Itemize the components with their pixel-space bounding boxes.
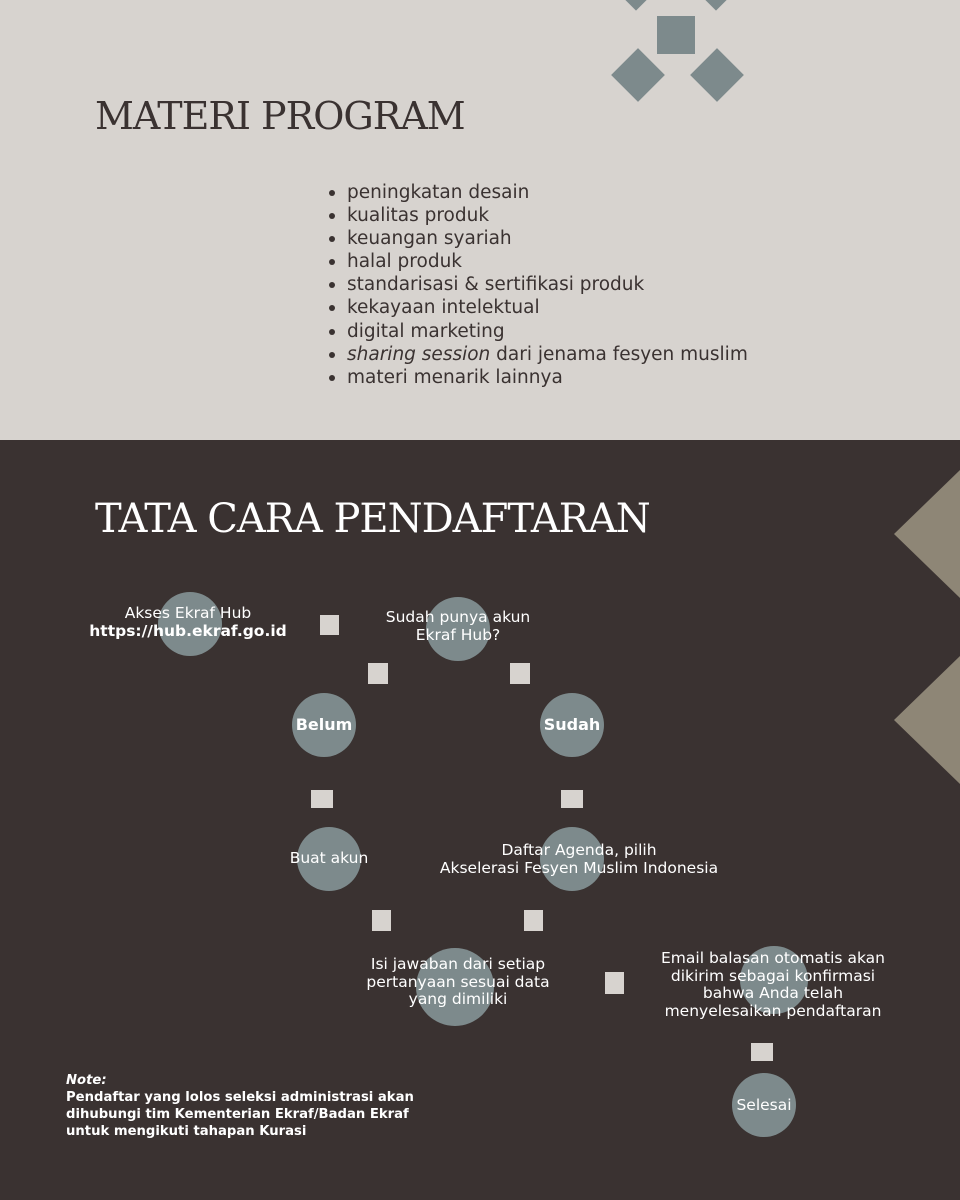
note-title: Note: xyxy=(66,1073,107,1088)
arrow-down-left-icon xyxy=(372,910,391,931)
hub-url: https://hub.ekraf.go.id xyxy=(89,621,287,640)
list-item xyxy=(328,296,748,319)
list-item xyxy=(328,181,748,204)
diamond-decoration xyxy=(690,48,744,102)
note-line: untuk mengikuti tahapan Kurasi xyxy=(66,1124,307,1139)
flow-label-sudah: Sudah xyxy=(543,715,601,734)
arrow-right-icon xyxy=(605,972,624,994)
list-item-text: keuangan syariah xyxy=(347,228,512,250)
list-item xyxy=(328,227,748,250)
list-item xyxy=(328,343,748,366)
list-item-text: peningkatan desain xyxy=(347,182,530,203)
flow-label-punya-akun: Sudah punya akun Ekraf Hub? xyxy=(385,608,531,644)
arrow-right-icon xyxy=(320,615,339,635)
note-line: dihubungi tim Kementerian Ekraf/Badan Ekraf xyxy=(66,1107,409,1122)
list-item-text: materi menarik lainnya xyxy=(347,366,563,388)
flow-label-buat-akun: Buat akun xyxy=(289,849,369,867)
arrow-down-right-icon xyxy=(510,663,530,684)
list-item-emphasis: sharing session xyxy=(347,343,491,365)
list-item xyxy=(328,366,748,389)
list-item xyxy=(328,320,748,343)
flow-label-akses: Akses Ekraf Hub https://hub.ekraf.go.id xyxy=(84,605,292,640)
pendaftaran-title: TATA CARA PENDAFTARAN xyxy=(95,496,650,542)
materi-section xyxy=(0,0,960,440)
list-item xyxy=(328,250,748,273)
flow-label-daftar-agenda: Daftar Agenda, pilih Akselerasi Fesyen Muslim Indonesia xyxy=(439,841,719,877)
chevron-decoration xyxy=(894,470,960,598)
arrow-down-icon xyxy=(311,790,333,808)
diamond-decoration xyxy=(611,48,665,102)
materi-list xyxy=(328,181,748,389)
diamond-decoration xyxy=(693,0,738,11)
pendaftaran-section xyxy=(0,440,960,1200)
list-item-text: kekayaan intelektual xyxy=(347,297,540,319)
list-item-text: dari jenama fesyen muslim xyxy=(490,343,748,365)
square-decoration xyxy=(657,16,695,54)
arrow-down-left-icon xyxy=(524,910,543,931)
note-line: Pendaftar yang lolos seleksi administrasi akan xyxy=(66,1090,414,1105)
flow-label-isi-jawaban: Isi jawaban dari setiap pertanyaan sesuai data yang dimiliki xyxy=(366,955,550,1008)
list-item-text: kualitas produk xyxy=(347,205,490,227)
note-block xyxy=(66,1072,414,1140)
materi-title: MATERI PROGRAM xyxy=(95,94,465,138)
flow-label-belum: Belum xyxy=(295,715,353,734)
diamond-decoration xyxy=(613,0,658,11)
list-item-text: digital marketing xyxy=(347,320,505,342)
list-item xyxy=(328,204,748,227)
arrow-down-icon xyxy=(561,790,583,808)
list-item-text: halal produk xyxy=(347,251,463,273)
chevron-decoration xyxy=(894,656,960,784)
list-item xyxy=(328,273,748,296)
arrow-down-left-icon xyxy=(368,663,388,684)
arrow-down-icon xyxy=(751,1043,773,1061)
flow-label-selesai: Selesai xyxy=(736,1096,792,1114)
flow-label-email: Email balasan otomatis akan dikirim sebagai konfirmasi bahwa Anda telah menyelesaikan pendaftaran xyxy=(661,949,885,1020)
list-item-text: standarisasi & sertifikasi produk xyxy=(347,274,645,296)
